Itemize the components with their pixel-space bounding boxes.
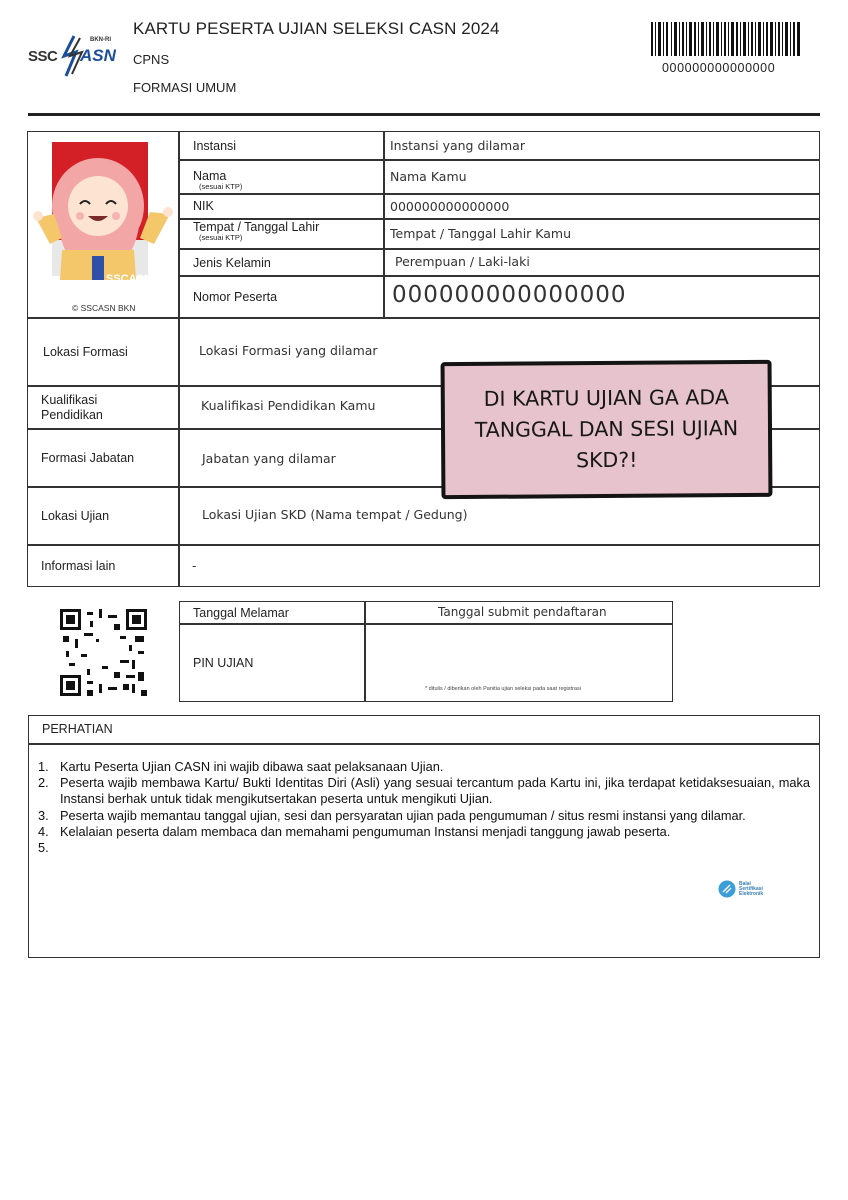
bse-logo [718, 880, 763, 898]
perhatian-divider [28, 743, 820, 745]
formasi-jabatan-value: Jabatan yang dilamar [202, 451, 336, 466]
bse-text: Balai Sertifikasi Elektronik [739, 880, 764, 897]
list-item: 3. Peserta wajib memantau tanggal ujian, sesi dan persyaratan ujian pada pengumuman / situs resmi instansi yang dilamar. [38, 807, 746, 823]
qr-code-icon [60, 609, 147, 696]
logo-ssc-text: SSC [28, 48, 58, 65]
kualifikasi-label-group [41, 393, 103, 423]
list-item: 4. Kelalaian peserta dalam membaca dan memahami pengumuman Instansi menjadi tanggung jawab peserta. [38, 823, 671, 839]
pin-ujian-label: PIN UJIAN [193, 656, 254, 670]
nik-value: 000000000000000 [390, 199, 510, 214]
nama-label: Nama [193, 169, 227, 183]
ttl-note: (sesuai KTP) [199, 233, 243, 242]
ttl-label: Tempat / Tanggal Lahir [193, 220, 320, 234]
table-divider [178, 159, 820, 161]
annotation-note: DI KARTU UJIAN GA ADA TANGGAL DAN SESI UJIAN SKD?! [441, 360, 773, 499]
informasi-lain-label: Informasi lain [41, 559, 116, 573]
lokasi-ujian-value: Lokasi Ujian SKD (Nama tempat / Gedung) [202, 507, 468, 522]
lokasi-formasi-value: Lokasi Formasi yang dilamar [199, 343, 378, 358]
ttl-label-group [193, 220, 319, 242]
nomor-peserta-value: 000000000000000 [392, 282, 627, 308]
pendidikan-label: Pendidikan [41, 408, 103, 422]
sscasn-logo [28, 34, 118, 80]
table-divider [364, 601, 366, 702]
participant-photo [32, 140, 174, 296]
informasi-lain-value: - [192, 558, 197, 573]
barcode-icon [651, 22, 801, 56]
nik-label: NIK [193, 199, 214, 213]
list-item: 2. Peserta wajib membawa Kartu/ Bukti Identitas Diri (Asli) yang sesuai tercantum pada Kartu ini, jika terdapat ketidaksesuaian, maka Instansi berhak untuk tidak mengikutsertakan peserta untuk mengikuti Ujian. [38, 775, 810, 807]
photo-credit: © SSCASN BKN [72, 303, 136, 313]
list-item: 1. Kartu Peserta Ujian CASN ini wajib dibawa saat pelaksanaan Ujian. [38, 759, 444, 774]
kualifikasi-label: Kualifikasi [41, 393, 98, 407]
table-divider [178, 275, 820, 277]
header-divider [28, 113, 820, 116]
jenis-kelamin-label: Jenis Kelamin [193, 256, 271, 270]
instansi-value: Instansi yang dilamar [390, 138, 525, 153]
table-divider [179, 623, 673, 625]
tanggal-melamar-label: Tanggal Melamar [193, 606, 289, 620]
perhatian-title: PERHATIAN [42, 722, 113, 736]
jenis-kelamin-value: Perempuan / Laki-laki [395, 254, 530, 269]
tanggal-melamar-value: Tanggal submit pendaftaran [438, 605, 607, 619]
bse-icon [718, 880, 736, 898]
formation-label: FORMASI UMUM [133, 80, 237, 95]
list-item: 5. [38, 840, 49, 856]
perhatian-list [38, 759, 810, 856]
nama-label-group [193, 169, 242, 191]
kualifikasi-value: Kualifikasi Pendidikan Kamu [201, 398, 376, 413]
instansi-label: Instansi [193, 139, 237, 153]
formasi-jabatan-label: Formasi Jabatan [41, 451, 135, 465]
table-divider [178, 132, 180, 586]
nama-note: (sesuai KTP) [199, 182, 243, 191]
nama-value: Nama Kamu [390, 169, 467, 184]
table-divider [27, 317, 820, 319]
ttl-value: Tempat / Tanggal Lahir Kamu [390, 226, 572, 241]
photo-watermark: SSCASN [106, 273, 152, 285]
table-divider [178, 248, 820, 250]
logo-bkn-text: BKN-RI [90, 37, 111, 43]
lokasi-ujian-label: Lokasi Ujian [41, 509, 110, 523]
table-divider [178, 193, 820, 195]
table-divider [27, 544, 820, 546]
lokasi-formasi-label: Lokasi Formasi [43, 345, 128, 359]
barcode-number: 000000000000000 [662, 61, 776, 75]
logo-asn-text: ASN [80, 46, 116, 65]
category-label: CPNS [133, 52, 170, 67]
nomor-peserta-label: Nomor Peserta [193, 290, 278, 304]
card-title: KARTU PESERTA UJIAN SELEKSI CASN 2024 [133, 19, 500, 38]
pin-ujian-note: * ditulis / diberikan oleh Panitia ujian seleksi pada saat registrasi [425, 686, 581, 692]
